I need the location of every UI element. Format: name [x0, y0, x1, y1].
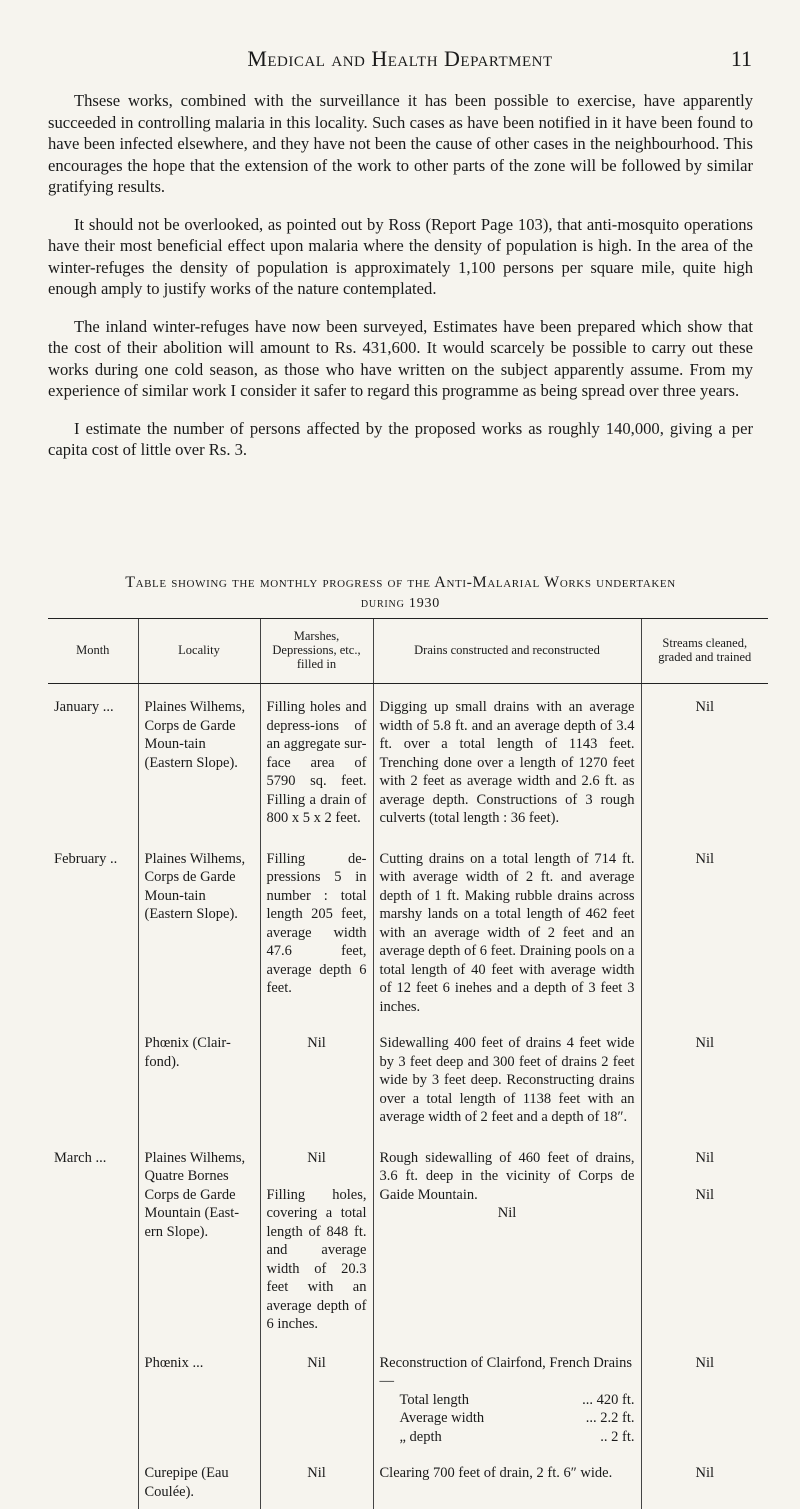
header-drains: Drains constructed and reconstructed	[373, 619, 641, 684]
cell-drains	[373, 1135, 641, 1342]
progress-table	[48, 618, 768, 1509]
page-title: Medical and Health Department	[247, 46, 553, 71]
table-row	[48, 1024, 768, 1135]
header-streams: Streams cleaned, graded and trained	[641, 619, 768, 684]
page-header	[0, 46, 800, 80]
streams-nil: Nil	[695, 1186, 715, 1203]
drains-nil: Nil	[497, 1205, 517, 1221]
marshes-filling-holes: Filling holes, covering a total length of 848 ft. and average width of 20.3 feet with an average depth of 6 inches.	[266, 1186, 367, 1332]
cell-locality: Phœnix ...	[138, 1342, 260, 1455]
paragraph: The inland winter-refuges have now been surveyed, Estimates have been prepared which show that the cost of their abolition will amount to Rs. 431,600. It would scarcely be possible to carry out these works during one cold season, as those who have written on the subject apparently assume. From my experience of similar work I consider it safer to regard this programme as being spread over three years.	[48, 316, 753, 400]
cell-marshes: Nil	[260, 1454, 373, 1509]
avg-width-value: ... 2.2 ft.	[585, 1410, 635, 1426]
header-locality: Locality	[138, 619, 260, 684]
cell-streams: Nil	[641, 1024, 768, 1135]
table-row	[48, 836, 768, 1025]
cell-month	[48, 1024, 138, 1135]
cell-drains: Digging up small drains with an average width of 5.8 ft. and an average depth of 3.4 ft. over a total length of 1143 feet. Trenching done over a length of 1270 feet with 2 feet as average width and 2.6 ft. as average depth. Constructions of 3 rough culverts (total length : 36 feet).	[373, 684, 641, 836]
avg-width-label: Average width	[399, 1410, 485, 1426]
table-caption	[48, 572, 753, 614]
cell-locality	[138, 1135, 260, 1342]
cell-streams: Nil	[641, 836, 768, 1025]
cell-month: March ...	[54, 1149, 107, 1166]
locality-corps-de-garde: Corps de Garde Mountain (East-ern Slope).	[144, 1186, 240, 1240]
total-length-value: ... 420 ft.	[582, 1391, 635, 1408]
cell-marshes	[260, 1135, 373, 1342]
table-caption-line-2: during 1930	[360, 596, 441, 611]
cell-drains: Sidewalling 400 feet of drains 4 feet wide by 3 feet deep and 300 feet of drains 2 feet wide by 3 feet deep. Reconstructing drains over a total length of 1138 feet with an average width of 2 feet and a depth of 18″.	[373, 1024, 641, 1135]
header-month: Month	[48, 619, 138, 684]
cell-marshes: Filling holes and depress-ions of an aggregate sur-face area of 5790 sq. feet. Filling a drain of 800 x 5 x 2 feet.	[260, 684, 373, 836]
page-number: 11	[730, 46, 752, 71]
cell-month: February ..	[54, 850, 118, 867]
cell-locality: Curepipe (Eau Coulée).	[138, 1454, 260, 1509]
avg-width-line	[380, 1409, 635, 1428]
drains-intro: Reconstruction of Clairfond, French Drains—	[379, 1354, 632, 1389]
cell-marshes: Nil	[260, 1342, 373, 1455]
cell-marshes: Filling de-pressions 5 in number : total length 205 feet, average width 47.6 feet, average depth 6 feet.	[260, 836, 373, 1025]
body-text	[48, 90, 753, 477]
cell-streams	[641, 1135, 768, 1342]
cell-drains: Clearing 700 feet of drain, 2 ft. 6″ wide.	[373, 1454, 641, 1509]
cell-marshes: Nil	[260, 1024, 373, 1135]
header-marshes: Marshes, Depressions, etc., filled in	[260, 619, 373, 684]
cell-locality: Plaines Wilhems, Corps de Garde Moun-tain (Eastern Slope).	[138, 836, 260, 1025]
total-length-line	[380, 1391, 635, 1410]
depth-line	[380, 1428, 635, 1447]
paragraph: Thsese works, combined with the surveillance it has been possible to exercise, have apparently succeeded in controlling malaria in this locality. Such cases as have been notified in it have been found to have been infected elsewhere, and they have not been the cause of other cases in the neighbourhood. This encourages the hope that the extension of the work to other parts of the zone will be followed by similar gratifying results.	[48, 91, 753, 196]
table-row	[48, 684, 768, 836]
depth-label: „ depth	[399, 1428, 442, 1445]
paragraph: It should not be overlooked, as pointed out by Ross (Report Page 103), that anti-mosquito operations have their most beneficial effect upon malaria where the density of population is high. In the area of the winter-refuges the density of population is approximately 1,100 persons per square mile, quite high enough amply to justify works of the nature contemplated.	[48, 214, 753, 298]
cell-streams: Nil	[641, 1454, 768, 1509]
locality-quatre-bornes: Plaines Wilhems, Quatre Bornes	[144, 1149, 246, 1184]
cell-drains: Cutting drains on a total length of 714 ft. with average width of 2 ft. and average depth of 1 ft. Making rubble drains across marshy lands on a total length of 462 feet with an average width of 2 feet and an average depth of 6 feet. Draining pools on a total length of 40 feet with average width of 12 feet 6 inehes and a depth of 3 feet 3 inches.	[373, 836, 641, 1025]
cell-locality: Phœnix (Clair-fond).	[138, 1024, 260, 1135]
total-length-label: Total length	[399, 1391, 469, 1408]
table-header-row	[48, 619, 768, 684]
depth-value: .. 2 ft.	[600, 1428, 635, 1445]
cell-month	[48, 1454, 138, 1509]
table-caption-line-1: Table showing the monthly progress of the Anti-Malarial Works undertaken	[125, 574, 676, 591]
table-row	[48, 1454, 768, 1509]
marshes-nil: Nil	[307, 1149, 326, 1166]
streams-nil: Nil	[695, 1149, 715, 1166]
cell-streams: Nil	[641, 684, 768, 836]
cell-month: January ...	[54, 699, 114, 715]
paragraph: I estimate the number of persons affected by the proposed works as roughly 140,000, giving a per capita cost of little over Rs. 3.	[48, 418, 753, 459]
cell-streams: Nil	[641, 1342, 768, 1455]
cell-locality: Plaines Wilhems, Corps de Garde Moun-tain (Eastern Slope).	[138, 684, 260, 836]
drains-sidewalling: Rough sidewalling of 460 feet of drains, 3.6 ft. deep in the vicinity of Corps de Gaide Mountain.	[379, 1149, 635, 1203]
table-row	[48, 1135, 768, 1342]
